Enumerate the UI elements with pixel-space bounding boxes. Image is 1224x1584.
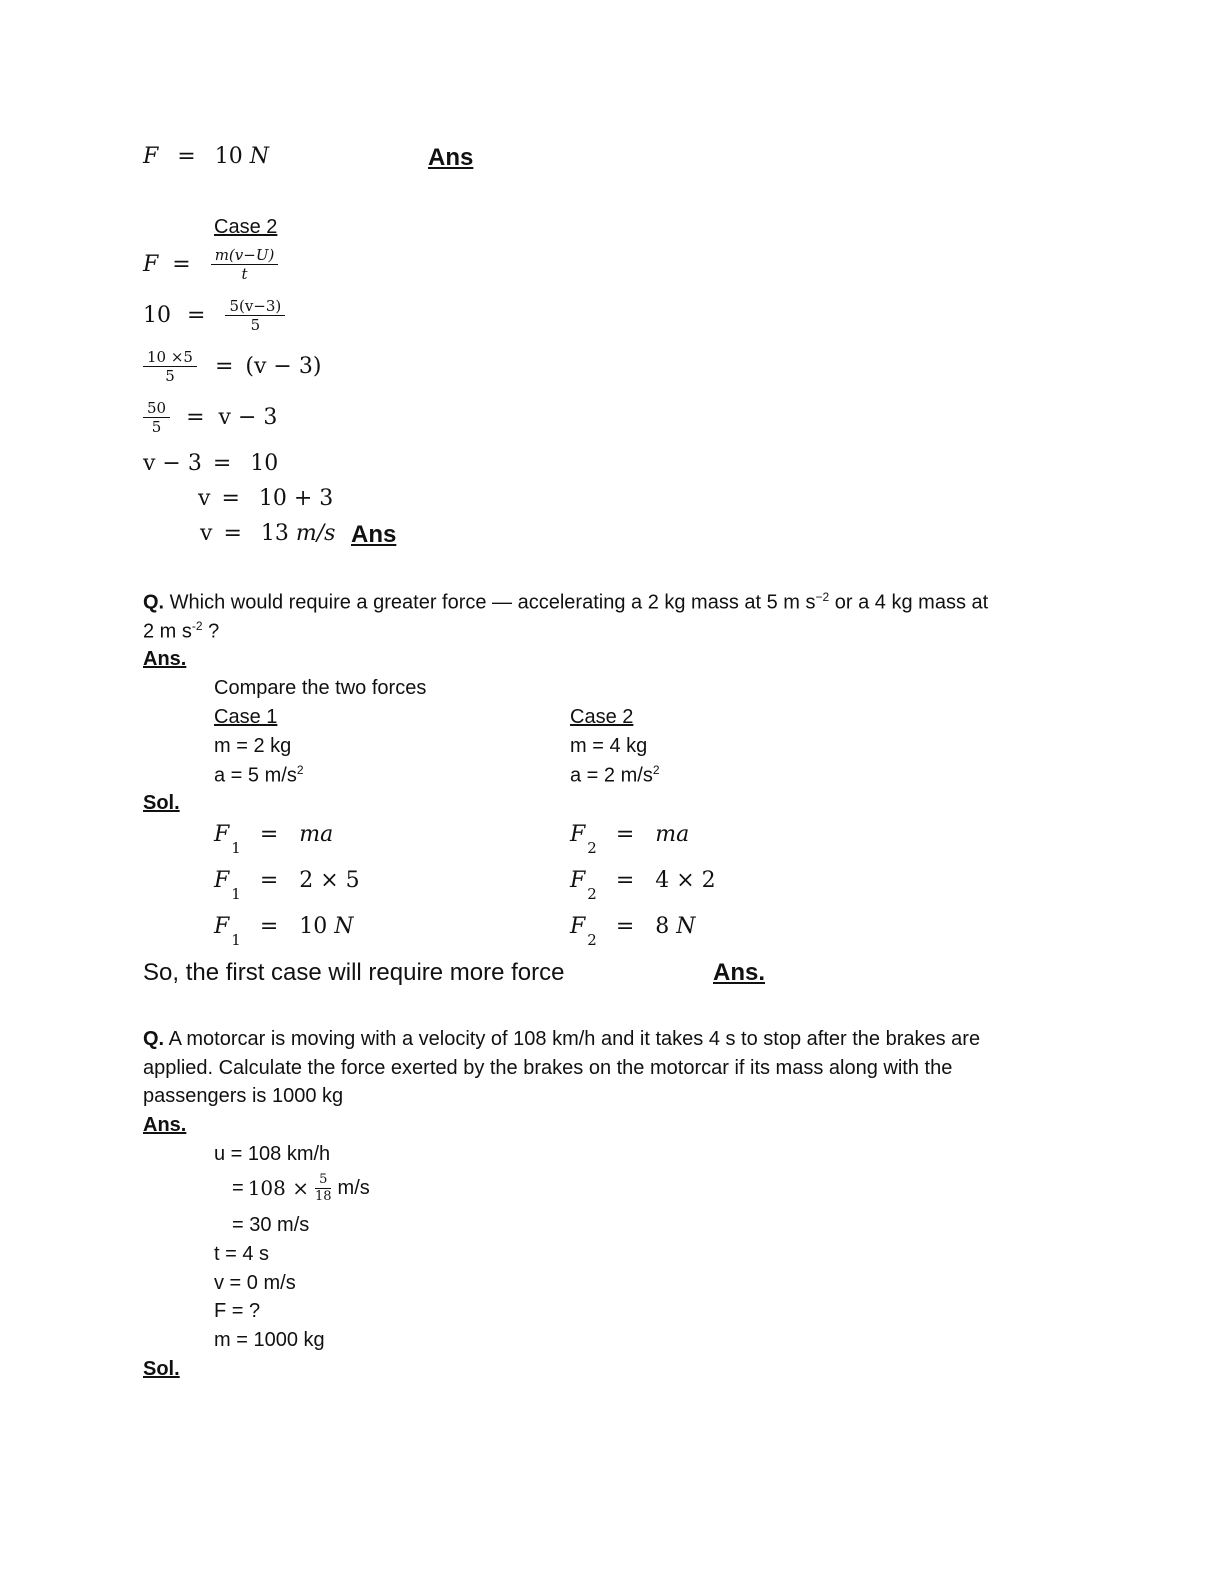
question-text: or a 4 kg mass at (829, 591, 989, 614)
numerator: 50 (143, 399, 170, 418)
case-1-acceleration (214, 763, 304, 788)
acceleration-text: a = 5 m/s (214, 764, 297, 787)
rhs: 8 (655, 914, 670, 939)
lhs: F (143, 144, 159, 169)
subscript: 1 (231, 839, 241, 857)
sol-label: Sol. (143, 1358, 180, 1380)
case-2-acceleration (570, 763, 660, 788)
lhs: F (214, 914, 230, 939)
question-3-line-1 (143, 1028, 980, 1051)
case-1-mass: m = 2 kg (214, 735, 292, 757)
numerator: 5 (315, 1172, 331, 1189)
question-label: Q. (143, 1028, 165, 1050)
case-2-step-1 (570, 822, 690, 857)
question-text: ? (202, 620, 220, 643)
case-1-step-1 (214, 822, 334, 857)
equals: = (615, 822, 635, 847)
equals: = (177, 144, 196, 169)
lhs: F (570, 914, 586, 939)
equation-step-1 (143, 246, 278, 283)
unit: N (676, 914, 696, 939)
equals: = (615, 914, 635, 939)
equals: = (259, 914, 279, 939)
rhs: ma (299, 822, 334, 847)
lhs: F (214, 822, 230, 847)
fraction (143, 399, 170, 436)
fraction (143, 348, 197, 385)
equation-step-6 (198, 486, 333, 511)
rhs: ma (655, 822, 690, 847)
case-2-heading: Case 2 (570, 706, 634, 728)
subscript: 2 (587, 839, 597, 857)
denominator: 5 (250, 316, 261, 334)
question-text: Which would require a greater force — accelerating a 2 kg mass at 5 m s (164, 591, 816, 614)
lhs: v − 3 (143, 451, 202, 476)
equation-step-4 (143, 399, 277, 436)
equals: = (232, 1176, 244, 1199)
rhs: (v − 3) (245, 354, 322, 379)
rhs: v − 3 (218, 405, 278, 430)
lhs: v (200, 521, 213, 546)
denominator: 5 (151, 418, 162, 436)
lhs: F (570, 868, 586, 893)
equation-step-7 (200, 521, 335, 546)
case-1-heading: Case 1 (214, 706, 278, 728)
equals: = (172, 252, 191, 277)
case-1-step-2 (214, 868, 360, 903)
rhs: 2 × 5 (299, 868, 360, 893)
equation-step-3 (143, 348, 321, 385)
unknown-force: F = ? (214, 1300, 261, 1322)
case-2-step-2 (570, 868, 716, 903)
rhs: 13 (260, 521, 289, 546)
equals: = (615, 868, 635, 893)
unit: m/s (295, 521, 336, 546)
value: 10 (214, 144, 243, 169)
result-equation (143, 144, 269, 169)
subscript: 1 (231, 885, 241, 903)
case-2-heading: Case 2 (214, 216, 278, 238)
question-2-line-2 (143, 619, 219, 644)
numerator: 10 ×5 (143, 348, 197, 367)
fraction (225, 297, 285, 334)
question-2-line-1 (143, 590, 988, 615)
case-1-step-3 (214, 914, 354, 949)
ans-label: Ans (428, 144, 474, 171)
equals: = (259, 868, 279, 893)
sol-label: Sol. (143, 792, 180, 814)
question-label: Q. (143, 591, 165, 614)
denominator: 5 (165, 367, 175, 385)
given-time: t = 4 s (214, 1243, 270, 1265)
given-mass: m = 1000 kg (214, 1329, 325, 1351)
unit: m/s (337, 1176, 370, 1199)
case-2-step-3 (570, 914, 696, 949)
equals: = (214, 354, 234, 379)
equals: = (223, 521, 242, 546)
question-text: 2 m s (143, 620, 192, 643)
lhs: F (143, 252, 159, 277)
intro-text: Compare the two forces (214, 677, 427, 699)
conclusion-text: So, the first case will require more force (143, 959, 565, 986)
ans-label: Ans. (143, 1114, 187, 1136)
velocity-result: = 30 m/s (232, 1214, 310, 1236)
lhs: 10 (143, 303, 171, 328)
denominator: t (241, 265, 248, 283)
ans-label: Ans (351, 521, 397, 548)
numerator: m(v−U) (211, 246, 279, 265)
rhs: 10 (250, 451, 279, 476)
exponent: −2 (815, 590, 830, 604)
acceleration-text: a = 2 m/s (570, 764, 653, 787)
equation-step-5 (143, 451, 278, 476)
conversion-fraction (311, 1172, 336, 1204)
equals: = (212, 451, 232, 476)
exponent: 2 (296, 763, 304, 777)
lhs: F (214, 868, 230, 893)
lhs: v (198, 486, 211, 511)
equals: = (186, 405, 205, 430)
denominator: 18 (314, 1188, 332, 1204)
exponent: -2 (191, 619, 203, 633)
equation-step-2 (143, 297, 285, 334)
conversion-value: 108 × (247, 1176, 309, 1201)
subscript: 2 (587, 885, 597, 903)
unit: N (249, 144, 269, 169)
lhs: F (570, 822, 586, 847)
question-3-line-3: passengers is 1000 kg (143, 1085, 344, 1107)
rhs: 4 × 2 (655, 868, 716, 893)
velocity-conversion (232, 1172, 370, 1204)
ans-label: Ans. (713, 959, 766, 986)
given-initial-velocity: u = 108 km/h (214, 1143, 331, 1165)
ans-label: Ans. (143, 648, 187, 670)
equals: = (187, 303, 206, 328)
rhs: 10 (299, 914, 328, 939)
rhs: 10 + 3 (258, 486, 334, 511)
unit: N (334, 914, 354, 939)
question-text: A motorcar is moving with a velocity of 108 km/h and it takes 4 s to stop after the brakes are (164, 1028, 981, 1050)
case-2-mass: m = 4 kg (570, 735, 648, 757)
numerator: 5(v−3) (225, 297, 285, 316)
subscript: 1 (231, 931, 241, 949)
equals: = (221, 486, 240, 511)
question-3-line-2: applied. Calculate the force exerted by the brakes on the motorcar if its mass along with the (143, 1057, 953, 1079)
given-final-velocity: v = 0 m/s (214, 1272, 296, 1294)
subscript: 2 (587, 931, 597, 949)
exponent: 2 (652, 763, 660, 777)
fraction (211, 246, 279, 283)
equals: = (259, 822, 279, 847)
